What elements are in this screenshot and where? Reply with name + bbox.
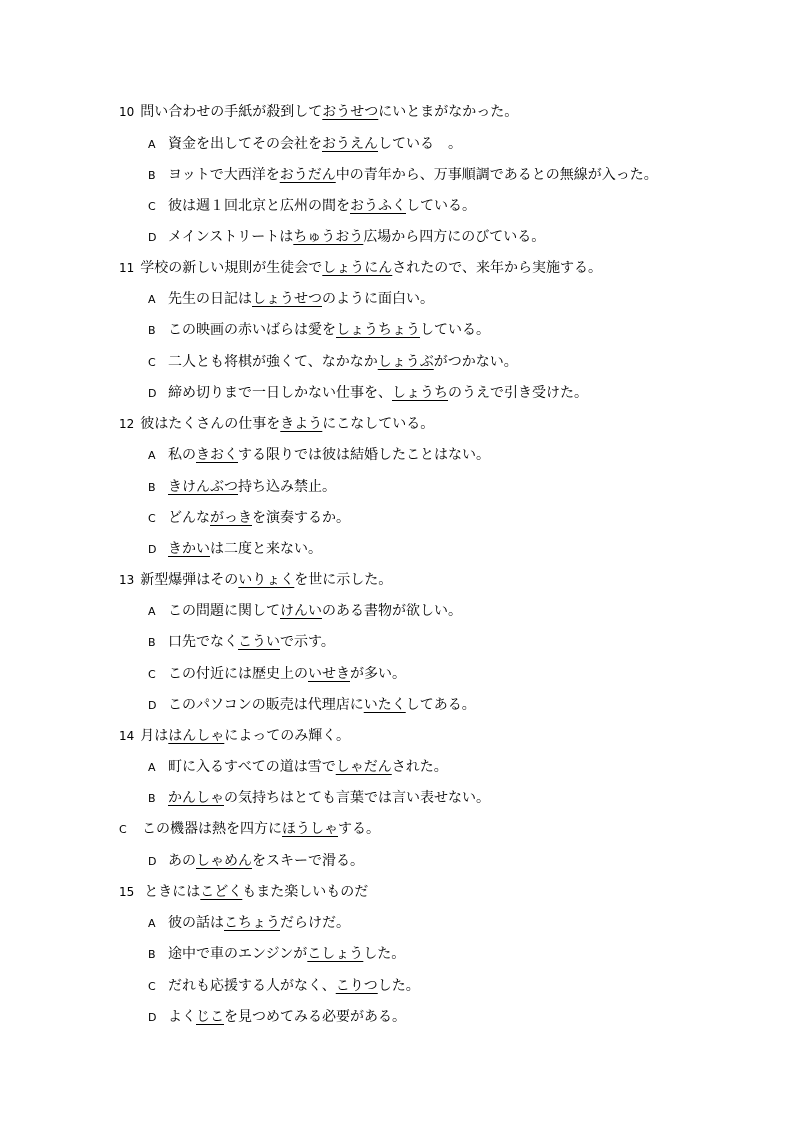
option-text: している。 [420, 322, 490, 338]
option-label: C [148, 980, 156, 993]
question-text: もまた楽しいものだ [242, 884, 369, 900]
option-b [148, 789, 490, 807]
underlined-reading: こしょう [307, 946, 364, 962]
option-text: 中の青年から、万事順調であるとの無線が入った。 [335, 167, 658, 183]
option-label: A [148, 605, 156, 618]
option-text: は二度と来ない。 [210, 541, 322, 557]
option-text: 二人とも将棋が強くて、なかなか [168, 354, 378, 370]
option-d [148, 696, 476, 714]
option-label: B [148, 169, 156, 182]
underlined-reading: おうせつ [322, 104, 379, 120]
question-text: ときには [144, 884, 201, 900]
underlined-reading: しゃめん [196, 853, 252, 869]
option-text: よく [168, 1009, 196, 1025]
option-text: 途中で車のエンジンが [168, 946, 308, 962]
option-label: D [148, 387, 157, 400]
question-text: 学校の新しい規則が生徒会で [140, 260, 323, 276]
question-12 [119, 415, 434, 433]
option-text: 先生の日記は [168, 291, 252, 307]
option-c [148, 509, 350, 527]
option-c [148, 197, 476, 215]
underlined-reading: きよう [280, 416, 323, 432]
option-text: で示す。 [280, 634, 335, 650]
option-text: メインストリートは [168, 229, 294, 245]
option-b [148, 166, 658, 184]
question-number: 13 [119, 573, 135, 587]
underlined-reading: こりつ [335, 978, 378, 994]
option-d [148, 384, 588, 402]
underlined-reading: きけんぶつ [168, 479, 238, 495]
option-text: 広場から四方にのびている。 [363, 229, 546, 245]
option-text: ヨットで大西洋を [168, 167, 280, 183]
option-a [148, 914, 350, 932]
option-text: してある。 [405, 697, 476, 713]
question-text: 新型爆弾はその [140, 572, 239, 588]
option-label: C [148, 668, 156, 681]
option-d [148, 1008, 406, 1026]
option-text: どんな [168, 510, 210, 526]
option-b [148, 321, 490, 339]
option-text: この機器は熱を四方に [142, 821, 282, 837]
underlined-reading: かんしゃ [168, 790, 224, 806]
option-c [148, 353, 518, 371]
option-d [148, 852, 364, 870]
option-text: 口先でなく [168, 634, 238, 650]
underlined-reading: しょうちょう [336, 322, 420, 338]
option-text: している 。 [378, 136, 462, 152]
option-label: B [148, 636, 156, 649]
question-14 [119, 727, 350, 745]
option-text: する。 [338, 821, 380, 837]
option-label: C [119, 823, 127, 836]
option-text: 彼は週１回北京と広州の間を [168, 198, 350, 214]
option-text: 私の [168, 447, 196, 463]
option-c [148, 977, 420, 995]
option-text: 締め切りまで一日しかない仕事を、 [168, 385, 392, 401]
option-label: C [148, 356, 156, 369]
underlined-reading: いたく [363, 697, 406, 713]
option-label: A [148, 449, 156, 462]
underlined-reading: おうふく [350, 198, 406, 214]
option-text: を演奏するか。 [252, 510, 350, 526]
underlined-reading: しょうぶ [377, 354, 434, 370]
option-text: あの [168, 853, 196, 869]
option-text: この問題に関して [168, 603, 280, 619]
question-number: 12 [119, 417, 135, 431]
question-text: にいとまがなかった。 [378, 104, 519, 120]
underlined-reading: いりょく [238, 572, 295, 588]
option-label: A [148, 761, 156, 774]
option-text: のうえで引き受けた。 [448, 385, 588, 401]
underlined-reading: がっき [210, 510, 252, 526]
option-text: のある書物が欲しい。 [322, 603, 462, 619]
underlined-reading: きおく [196, 447, 238, 463]
option-text: このパソコンの販売は代理店に [168, 697, 364, 713]
question-10 [119, 103, 518, 121]
option-text: が多い。 [350, 666, 406, 682]
question-number: 15 [119, 885, 135, 899]
question-11 [119, 259, 602, 277]
question-text: を世に示した。 [294, 572, 393, 588]
question-text: されたので、来年から実施する。 [392, 260, 603, 276]
underlined-reading: しょうにん [322, 260, 393, 276]
underlined-reading: いせき [308, 666, 350, 682]
underlined-reading: はんしゃ [168, 728, 225, 744]
underlined-reading: おうえん [322, 136, 378, 152]
option-text: 資金を出してその会社を [168, 136, 322, 152]
underlined-reading: じこ [196, 1009, 224, 1025]
option-label: B [148, 481, 156, 494]
option-label: A [148, 917, 156, 930]
option-label: D [148, 543, 157, 556]
option-a [148, 135, 462, 153]
question-number: 11 [119, 261, 135, 275]
option-label: B [148, 948, 156, 961]
underlined-reading: おうだん [279, 167, 336, 183]
underlined-reading: しょうせつ [252, 291, 322, 307]
underlined-reading: ちゅうおう [293, 229, 364, 245]
question-text: 月は [140, 728, 169, 744]
option-label: D [148, 699, 157, 712]
question-text: によってのみ輝く。 [224, 728, 351, 744]
option-text: 持ち込み禁止。 [238, 479, 336, 495]
underlined-reading: こどく [200, 884, 243, 900]
option-label: A [148, 293, 156, 306]
underlined-reading: しゃだん [335, 759, 392, 775]
option-label: D [148, 1011, 157, 1024]
option-text: した。 [377, 978, 420, 994]
question-13 [119, 571, 392, 589]
option-d [148, 228, 545, 246]
question-text: 彼はたくさんの仕事を [140, 416, 281, 432]
option-text: を見つめてみる必要がある。 [224, 1009, 406, 1025]
option-label: C [148, 512, 156, 525]
option-label: D [148, 231, 157, 244]
option-label: B [148, 324, 156, 337]
question-number: 14 [119, 729, 135, 743]
option-text: 町に入るすべての道は雪で [168, 759, 336, 775]
option-text: がつかない。 [433, 354, 518, 370]
option-text: した。 [363, 946, 406, 962]
option-text: された。 [391, 759, 448, 775]
option-label: A [148, 138, 156, 151]
option-text: の気持ちはとても言葉では言い表せない。 [224, 790, 490, 806]
option-text: のように面白い。 [322, 291, 434, 307]
option-a [148, 758, 448, 776]
underlined-reading: こうい [238, 634, 280, 650]
option-text: 彼の話は [168, 915, 224, 931]
option-text: している。 [406, 198, 476, 214]
option-b [148, 633, 335, 651]
option-text: この映画の赤いばらは愛を [168, 322, 336, 338]
underlined-reading: きかい [168, 541, 210, 557]
option-a [148, 290, 434, 308]
option-a [148, 602, 462, 620]
question-number: 10 [119, 105, 135, 119]
question-15 [119, 883, 368, 901]
question-text: 問い合わせの手紙が殺到して [140, 104, 323, 120]
underlined-reading: しょうち [392, 385, 448, 401]
option-text: この付近には歴史上の [168, 666, 308, 682]
underlined-reading: けんい [280, 603, 322, 619]
option-label: C [148, 200, 156, 213]
option-text: だらけだ。 [280, 915, 350, 931]
option-text: だれも応援する人がなく、 [168, 978, 336, 994]
option-text: をスキーで滑る。 [252, 853, 364, 869]
option-c [148, 665, 406, 683]
option-text: する限りでは彼は結婚したことはない。 [238, 447, 490, 463]
option-b [148, 478, 336, 496]
option-a [148, 446, 490, 464]
underlined-reading: こちょう [224, 915, 280, 931]
underlined-reading: ほうしゃ [282, 821, 338, 837]
option-b [148, 945, 405, 963]
option-label: D [148, 855, 157, 868]
option-c [119, 820, 380, 838]
option-d [148, 540, 322, 558]
question-text: にこなしている。 [322, 416, 435, 432]
option-label: B [148, 792, 156, 805]
